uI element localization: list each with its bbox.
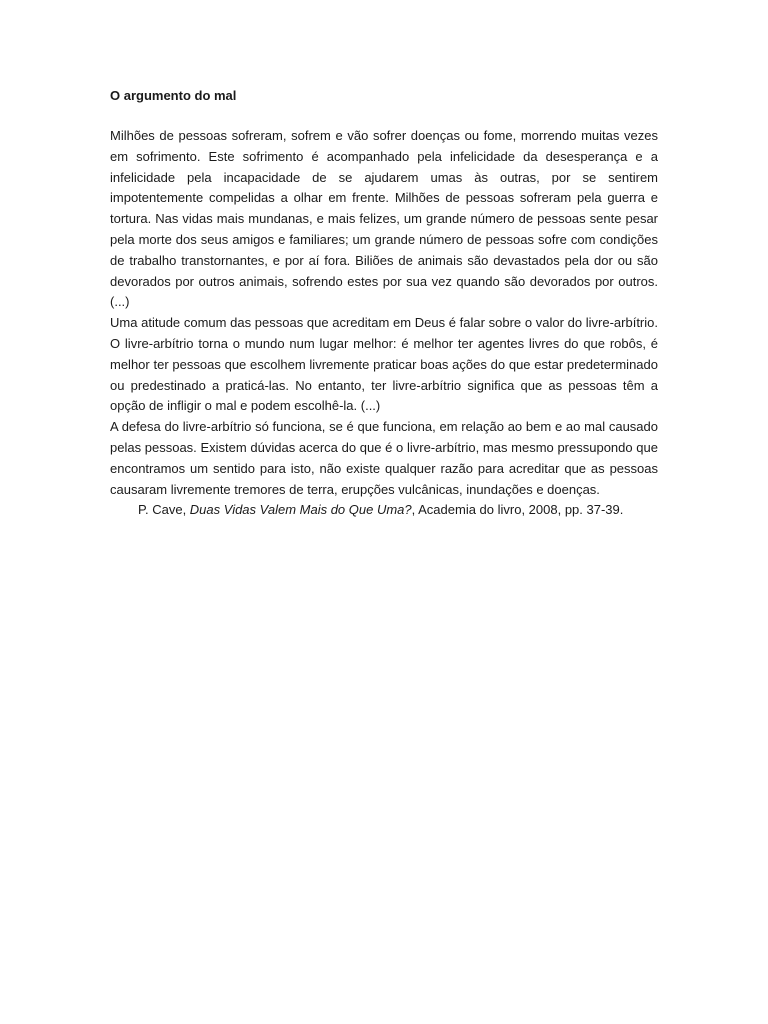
citation-author: P. Cave, (138, 502, 190, 518)
citation (110, 500, 658, 521)
citation-work-title: Duas Vidas Valem Mais do Que Uma? (189, 502, 412, 518)
document-page (110, 86, 658, 521)
paragraph-free-will: Uma atitude comum das pessoas que acreditam em Deus é falar sobre o valor do livre-arbítrio. O livre-arbítrio torna o mundo num lugar melhor: é melhor ter agentes livres do que robôs, é melhor ter pessoas que escolhem livremente praticar boas ações do que estar predeterminado ou predestinado a praticá-las. No entanto, ter livre-arbítrio significa que as pessoas têm a opção de infligir o mal e podem escolhê-la. (...) (110, 315, 658, 414)
paragraph-suffering: Milhões de pessoas sofreram, sofrem e vão sofrer doenças ou fome, morrendo muitas vezes em sofrimento. Este sofrimento é acompanhado pela infelicidade da desesperança e a infelicidade pela incapacidade de se ajudarem umas às outras, por se sentirem impotentemente compelidas a olhar em frente. Milhões de pessoas sofreram pela guerra e tortura. Nas vidas mais mundanas, e mais felizes, um grande número de pessoas sente pesar pela morte dos seus amigos e familiares; um grande número de pessoas sofre com condições de trabalho transtornantes, e por aí fora. Biliões de animais são devastados pela dor ou são devorados por outros animais, sofrendo estes por sua vez quando são devorados por outros. (...) (110, 128, 658, 310)
paragraph-free-will-defense: A defesa do livre-arbítrio só funciona, se é que funciona, em relação ao bem e ao mal causado pelas pessoas. Existem dúvidas acerca do que é o livre-arbítrio, mas mesmo pressupondo que encontramos um sentido para isto, não existe qualquer razão para acreditar que as pessoas causaram livremente tremores de terra, erupções vulcânicas, inundações e doenças. (110, 419, 658, 497)
document-title: O argumento do mal (110, 88, 237, 103)
citation-details: , Academia do livro, 2008, pp. 37-39. (411, 502, 624, 518)
